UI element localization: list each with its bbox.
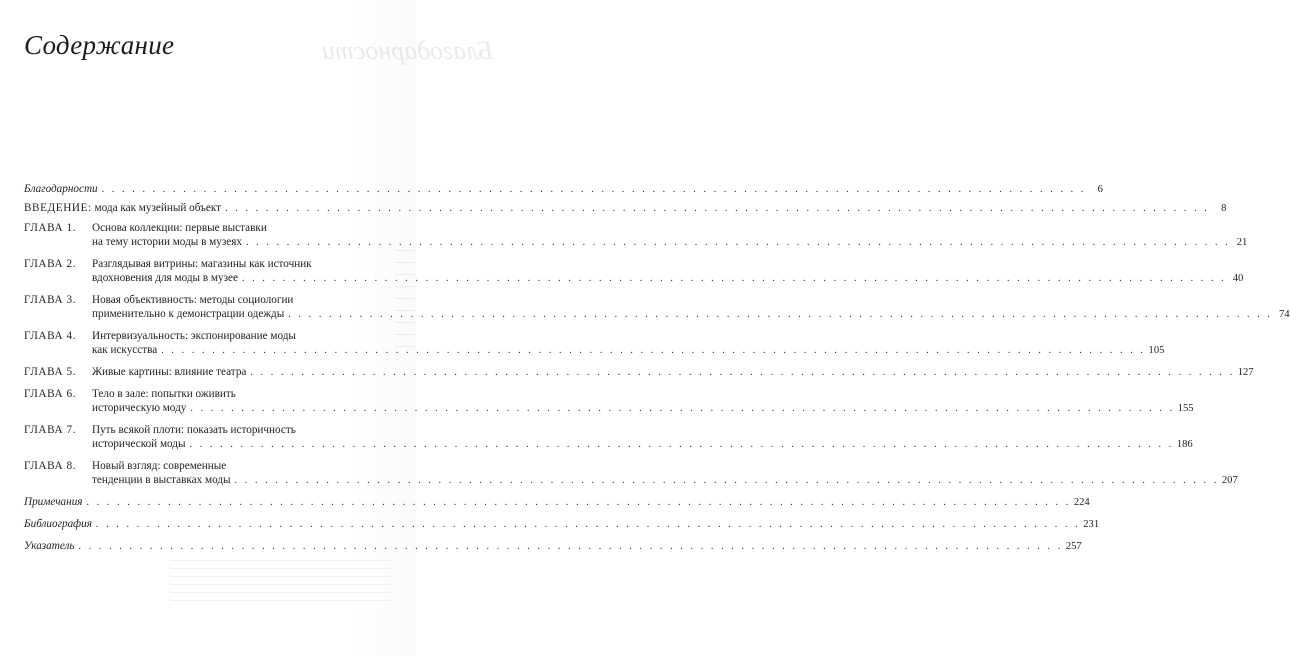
- toc-chapter-label: ГЛАВА 6.: [24, 388, 77, 400]
- toc-page-number: 74: [1278, 309, 1290, 320]
- toc-page-number: 231: [1083, 519, 1100, 530]
- toc-entry-chapter-4[interactable]: [24, 329, 1165, 358]
- toc-chapter-label: ГЛАВА 1.: [24, 222, 77, 234]
- toc-chapter-title-line: Новый взгляд: современные: [92, 460, 227, 472]
- toc-page-number: 6: [1097, 184, 1103, 195]
- toc-chapter-title-line: тенденции в выставках моды: [92, 474, 231, 486]
- toc-page-number: 224: [1073, 497, 1090, 508]
- toc-leader-dots: [79, 540, 1063, 554]
- toc-entry-label: Указатель: [24, 540, 75, 552]
- toc-leader-dots: [242, 272, 1226, 286]
- toc-entry-chapter-1[interactable]: [24, 221, 1248, 250]
- toc-page-number: 186: [1176, 439, 1193, 450]
- toc-entry-chapter-5[interactable]: [24, 365, 1254, 380]
- toc-leader-dots: [235, 474, 1219, 488]
- toc-page-number: 155: [1177, 403, 1194, 414]
- toc-entry-introduction[interactable]: [24, 201, 1227, 216]
- toc-page-number: 105: [1148, 345, 1165, 356]
- toc-chapter-title-line: Новая объективность: методы социологии: [92, 294, 294, 306]
- toc-chapter-label: ГЛАВА 8.: [24, 460, 77, 472]
- toc-chapter-label: ГЛАВА 7.: [24, 424, 77, 436]
- toc-chapter-title-line: Путь всякой плоти: показать историчность: [92, 424, 296, 436]
- toc-page-number: 8: [1221, 203, 1227, 214]
- toc-entry-notes[interactable]: [24, 495, 1090, 510]
- toc-leader-dots: [225, 202, 1209, 216]
- toc-chapter-title-line: Тело в зале: попытки оживить: [92, 388, 236, 400]
- table-of-contents: [24, 182, 1290, 554]
- toc-entry-chapter-3[interactable]: [24, 293, 1290, 322]
- toc-leader-dots: [246, 236, 1230, 250]
- toc-chapter-title-line: исторической моды: [92, 438, 186, 450]
- toc-entry-index[interactable]: [24, 539, 1082, 554]
- toc-page-number: 21: [1236, 237, 1248, 248]
- toc-entry-chapter-2[interactable]: [24, 257, 1244, 286]
- toc-entry-label: Благодарности: [24, 183, 98, 195]
- toc-leader-dots: [250, 366, 1234, 380]
- toc-chapter-label: ГЛАВА 3.: [24, 294, 77, 306]
- toc-entry-title: мода как музейный объект: [94, 202, 222, 214]
- toc-entry-chapter-6[interactable]: [24, 387, 1194, 416]
- toc-chapter-title-line: вдохновения для моды в музее: [92, 272, 238, 284]
- toc-leader-dots: [96, 518, 1080, 532]
- toc-page-number: 127: [1237, 367, 1254, 378]
- toc-leader-dots: [87, 496, 1071, 510]
- toc-entry-acknowledgements[interactable]: [24, 182, 1103, 197]
- toc-entry-chapter-7[interactable]: [24, 423, 1193, 452]
- toc-chapter-title-line: Интервизуальность: экспонирование моды: [92, 330, 296, 342]
- toc-chapter-title-line: Разглядывая витрины: магазины как источник: [92, 258, 312, 270]
- toc-chapter-title-line: Живые картины: влияние театра: [92, 366, 247, 378]
- toc-page-number: 40: [1232, 273, 1244, 284]
- toc-entry-label: Примечания: [24, 496, 83, 508]
- toc-chapter-title-line: Основа коллекции: первые выставки: [92, 222, 267, 234]
- toc-chapter-label: ГЛАВА 2.: [24, 258, 77, 270]
- bleed-through-text: Благодарности: [322, 36, 494, 65]
- toc-leader-dots: [190, 438, 1174, 452]
- toc-leader-dots: [288, 308, 1272, 322]
- toc-page-number: 257: [1065, 541, 1082, 552]
- toc-entry-bibliography[interactable]: [24, 517, 1100, 532]
- toc-leader-dots: [161, 344, 1145, 358]
- bleed-through-paragraph: [170, 560, 390, 614]
- toc-chapter-label: ГЛАВА 4.: [24, 330, 77, 342]
- toc-entry-prefix: ВВЕДЕНИЕ:: [24, 202, 92, 214]
- toc-page-number: 207: [1221, 475, 1238, 486]
- toc-entry-label: Библиография: [24, 518, 92, 530]
- toc-chapter-title-line: на тему истории моды в музеях: [92, 236, 242, 248]
- toc-leader-dots: [102, 183, 1086, 197]
- page-title: Содержание: [24, 30, 175, 60]
- toc-entry-chapter-8[interactable]: [24, 459, 1238, 488]
- toc-chapter-title-line: применительно к демонстрации одежды: [92, 308, 285, 320]
- toc-chapter-title-line: как искусства: [92, 344, 158, 356]
- toc-chapter-title-line: историческую моду: [92, 402, 187, 414]
- toc-chapter-label: ГЛАВА 5.: [24, 366, 77, 378]
- toc-leader-dots: [190, 402, 1174, 416]
